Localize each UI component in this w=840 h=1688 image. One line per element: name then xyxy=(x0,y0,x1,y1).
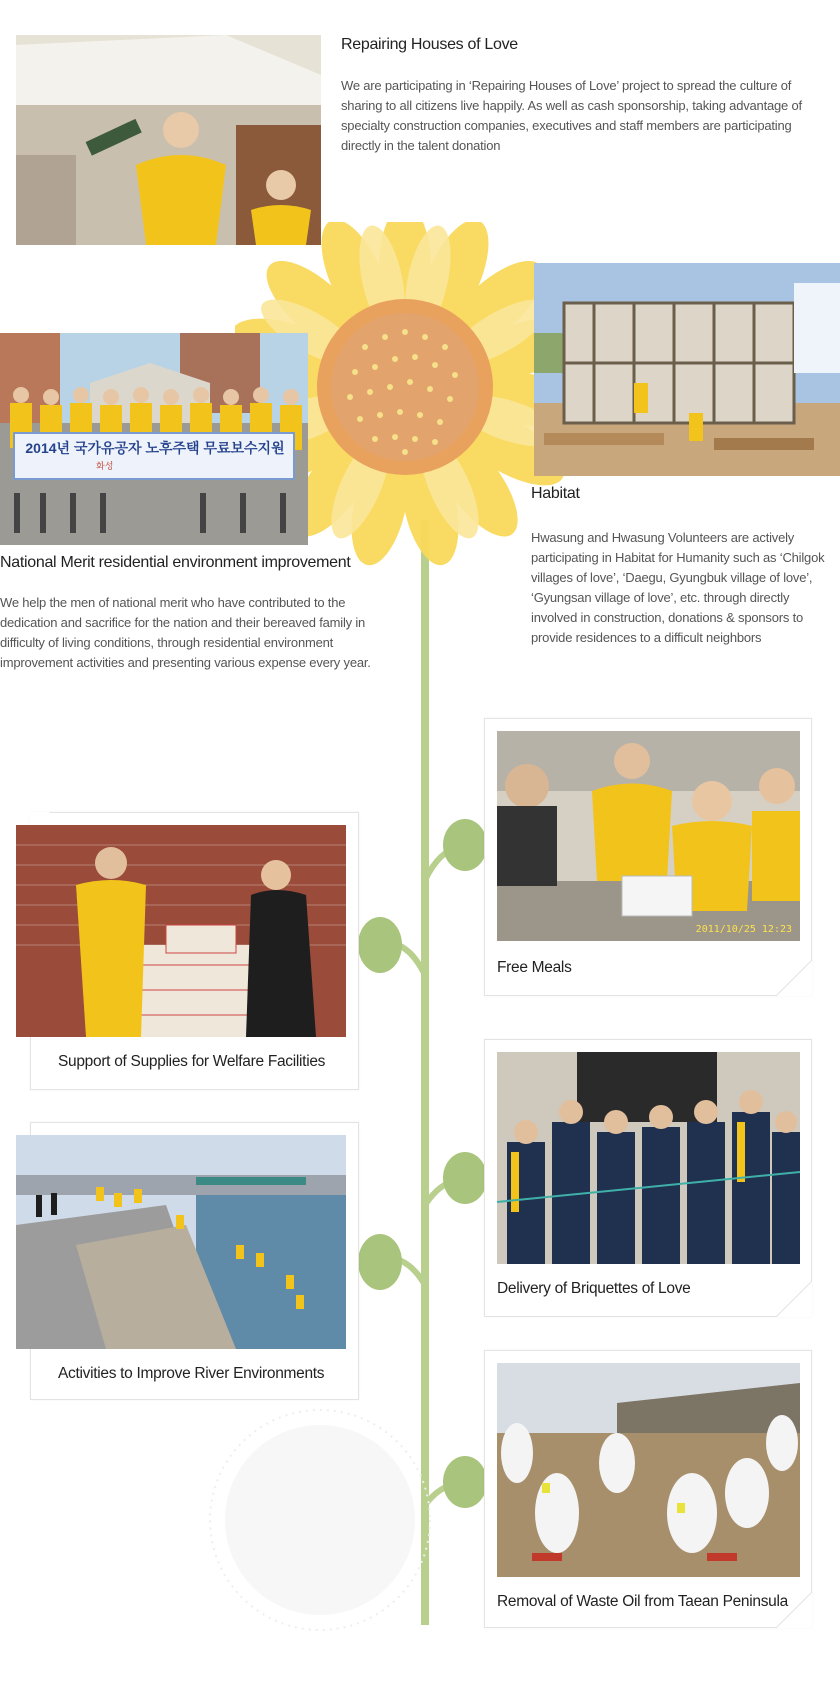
merit-photo xyxy=(0,333,308,545)
merit-banner-text: 2014년 국가유공자 노후주택 무료보수지원 xyxy=(25,440,285,456)
supplies-card[interactable] xyxy=(30,812,359,1090)
leaf xyxy=(443,819,487,871)
photo-timestamp: 2011/10/25 12:23 xyxy=(695,924,792,935)
merit-description: We help the men of national merit who have contributed to the dedication and sacrifice for the nation and their bereaved family in difficulty of living conditions, through residential environment improvement activities and presenting various expense every year. xyxy=(0,595,371,670)
supplies-label: Support of Supplies for Welfare Facilities xyxy=(58,1053,326,1070)
briquettes-label: Delivery of Briquettes of Love xyxy=(497,1280,691,1297)
habitat-description: Hwasung and Hwasung Volunteers are actively participating in Habitat for Humanity such as ‘Chilgok villages of love’, ‘Daegu, Gyungbuk village of love’, ‘Gyungsan village of love’, etc. through directly involved in construction, donations & sponsors to provide residences to a difficult neighbors xyxy=(531,530,825,645)
river-card[interactable] xyxy=(30,1122,359,1400)
river-label: Activities to Improve River Environments xyxy=(58,1365,325,1382)
merit-banner-logo: 화성 xyxy=(96,461,114,471)
free-meals-label: Free Meals xyxy=(497,959,572,976)
leaf xyxy=(358,1234,402,1290)
briquettes-card[interactable] xyxy=(484,1039,812,1317)
card-corner-fold xyxy=(776,1281,812,1317)
leaf xyxy=(443,1152,487,1204)
merit-title: National Merit residential environment improvement xyxy=(0,554,351,571)
briquettes-photo xyxy=(497,1052,800,1264)
free-meals-photo xyxy=(497,731,800,941)
repair-description: We are participating in ‘Repairing Houses of Love’ project to spread the culture of sharing to all citizens live happily. As well as cash sponsorship, taking advantage of specialty construction companies, executives and staff members are participating directly in the talent donation xyxy=(341,78,802,153)
river-photo xyxy=(16,1135,346,1349)
repair-title: Repairing Houses of Love xyxy=(341,36,518,53)
oil-card[interactable] xyxy=(484,1350,812,1628)
leaf xyxy=(443,1456,487,1508)
card-corner-fold xyxy=(776,960,812,996)
card-corner-fold xyxy=(776,1592,812,1628)
habitat-title: Habitat xyxy=(531,485,580,502)
habitat-photo xyxy=(534,263,840,476)
free-meals-card[interactable] xyxy=(484,718,812,996)
oil-label: Removal of Waste Oil from Taean Peninsula xyxy=(497,1593,788,1610)
oil-photo xyxy=(497,1363,800,1577)
supplies-photo xyxy=(16,825,346,1037)
repair-photo xyxy=(16,35,321,245)
leaf xyxy=(358,917,402,973)
